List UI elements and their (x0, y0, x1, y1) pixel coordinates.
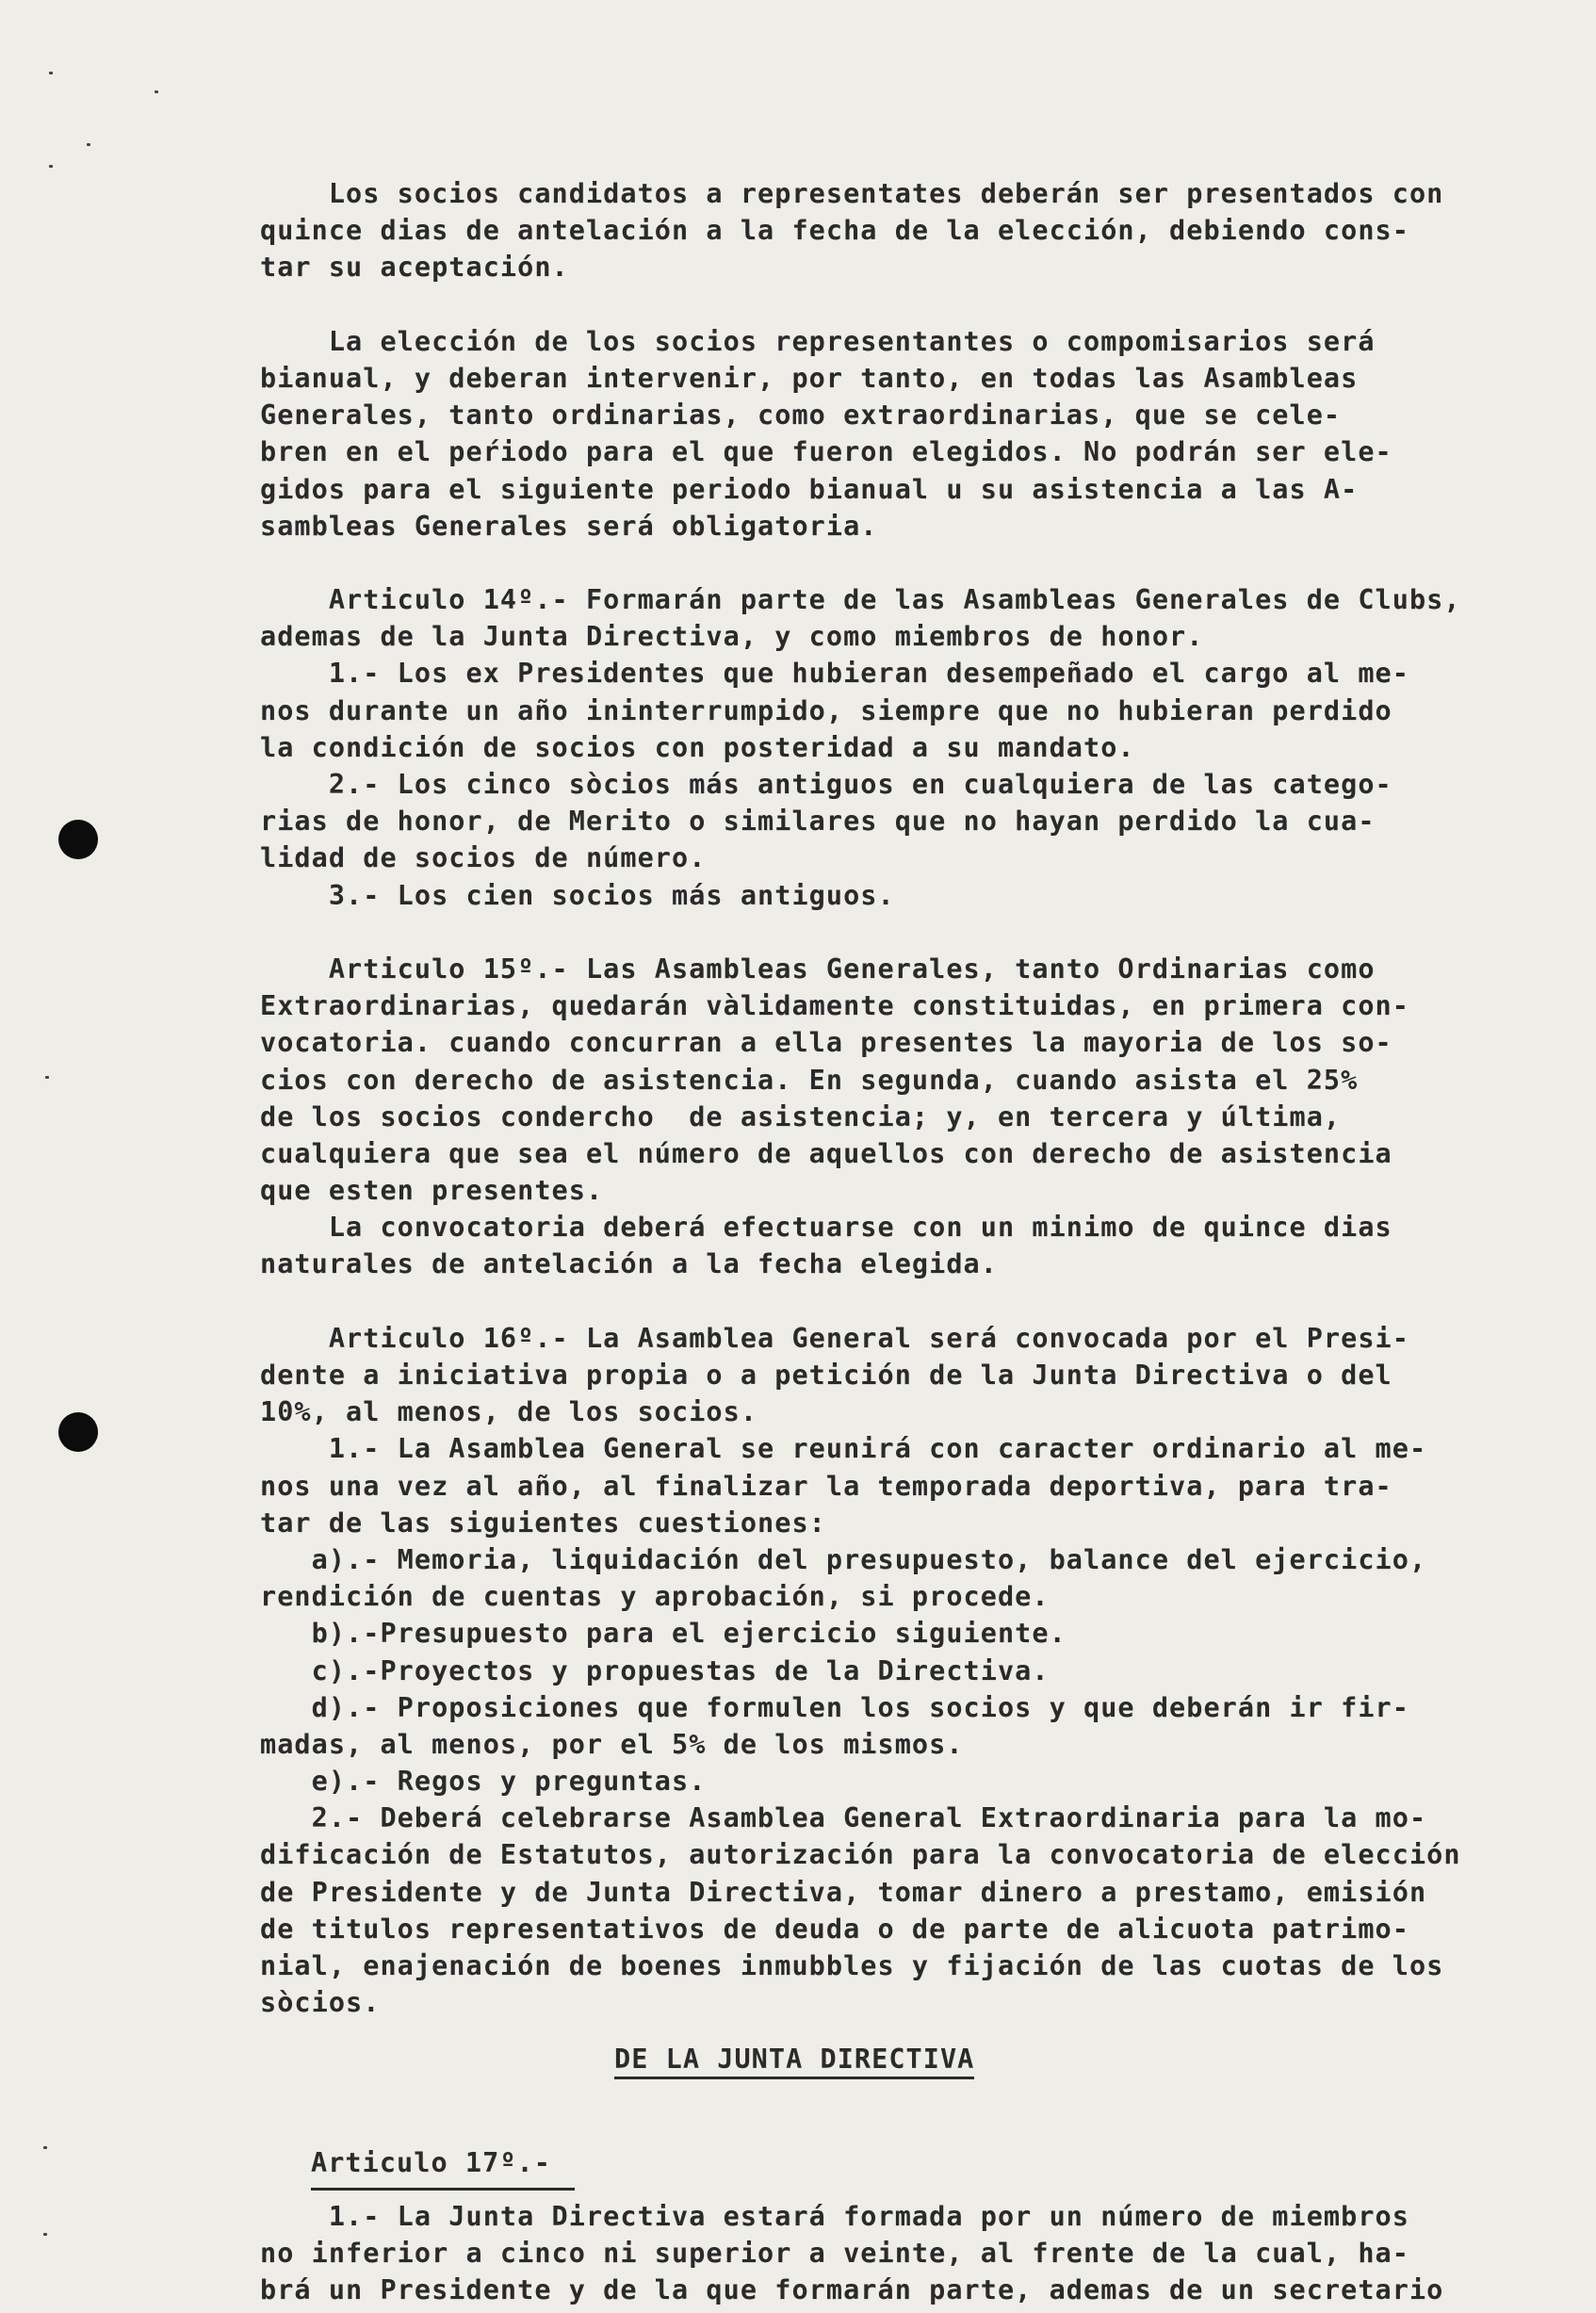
punch-hole-lower (58, 1412, 98, 1452)
tail-text (260, 2198, 1443, 2309)
text-line: rias de honor, de Merito o similares que no hayan perdido la cua- (260, 806, 1376, 838)
text-line: rendición de cuentas y aprobación, si procede. (260, 1581, 1050, 1613)
text-line: sòcios. (260, 1987, 381, 2019)
text-line: que esten presentes. (260, 1175, 604, 1207)
text-line: de Presidente y de Junta Directiva, tomar dinero a prestamo, emisión (260, 1876, 1427, 1908)
text-line: La elección de los socios representantes o compomisarios será (260, 325, 1376, 357)
section-heading: DE LA JUNTA DIRECTIVA (614, 2043, 974, 2079)
text-line: vocatoria. cuando concurran a ella presentes la mayoria de los so- (260, 1027, 1392, 1059)
text-line: Extraordinarias, quedarán vàlidamente constituidas, en primera con- (260, 990, 1409, 1022)
text-line: cios con derecho de asistencia. En segunda, cuando asista el 25% (260, 1064, 1359, 1096)
text-line: b).-Presupuesto para el ejercicio siguiente. (260, 1618, 1067, 1650)
body-text (260, 175, 1579, 2021)
text-line: madas, al menos, por el 5% de los mismos. (260, 1728, 964, 1760)
scan-speck (45, 1076, 49, 1079)
text-line: tar de las siguientes cuestiones: (260, 1507, 826, 1539)
text-line: nos durante un año ininterrumpido, siempre que no hubieran perdido (260, 694, 1392, 726)
scan-speck (43, 2146, 47, 2149)
scan-speck (43, 2233, 47, 2236)
text-line: nos una vez al año, al finalizar la temporada deportiva, para tra- (260, 1470, 1392, 1502)
text-line: c).-Proyectos y propuestas de la Directiva. (260, 1654, 1050, 1686)
text-line: no inferior a cinco ni superior a veinte, al frente de la cual, ha- (260, 2238, 1409, 2270)
text-line: e).- Regos y preguntas. (260, 1766, 707, 1798)
text-line: Articulo 15º.- Las Asambleas Generales, tanto Ordinarias como (260, 953, 1376, 985)
text-line: de titulos representativos de deuda o de parte de alicuota patrimo- (260, 1913, 1409, 1945)
text-line: lidad de socios de número. (260, 842, 707, 874)
text-line: 1.- La Junta Directiva estará formada por un número de miembros (260, 2201, 1409, 2232)
punch-hole-upper (58, 820, 98, 859)
text-line: gidos para el siguiente periodo bianual u su asistencia a las A- (260, 473, 1359, 505)
article-17-rule (311, 2188, 575, 2191)
scan-speck (87, 143, 90, 146)
text-line: 1.- La Asamblea General se reunirá con caracter ordinario al me- (260, 1433, 1427, 1465)
text-line: sambleas Generales será obligatoria. (260, 510, 878, 542)
text-line: quince dias de antelación a la fecha de la elección, debiendo cons- (260, 215, 1409, 247)
text-line: bren en el peŕiodo para el que fueron elegidos. No podrán ser ele- (260, 436, 1392, 468)
text-line: dente a iniciativa propia o a petición de la Junta Directiva o del (260, 1360, 1392, 1391)
paragraph-gap (260, 914, 1579, 951)
paragraph-gap (260, 286, 1579, 323)
text-line: cualquiera que sea el número de aquellos con derecho de asistencia (260, 1137, 1392, 1169)
text-line: la condición de socios con posteridad a su mandato. (260, 731, 1135, 763)
text-line: dificación de Estatutos, autorización para la convocatoria de elección (260, 1839, 1461, 1871)
text-line: tar su aceptación. (260, 252, 569, 284)
scan-speck (49, 165, 53, 168)
paragraph-gap (260, 545, 1579, 581)
text-line: 2.- Los cinco sòcios más antiguos en cualquiera de las catego- (260, 769, 1392, 800)
scan-speck (49, 72, 53, 74)
text-line: 2.- Deberá celebrarse Asamblea General Extraordinaria para la mo- (260, 1802, 1427, 1834)
text-line: ademas de la Junta Directiva, y como miembros de honor. (260, 621, 1204, 653)
paragraph-gap (260, 1283, 1579, 1320)
article-17-label: Articulo 17º.- (311, 2147, 551, 2178)
text-line: Generales, tanto ordinarias, como extraordinarias, que se cele- (260, 399, 1342, 432)
text-line: brá un Presidente y de la que formarán parte, ademas de un secretario (260, 2274, 1444, 2306)
text-line: d).- Proposiciones que formulen los socios y que deberán ir fir- (260, 1691, 1409, 1723)
text-line: 10%, al menos, de los socios. (260, 1396, 758, 1428)
text-line: Los socios candidatos a representates deberán ser presentados con (260, 178, 1444, 209)
text-line: de los socios condercho de asistencia; y, en tercera y última, (260, 1100, 1342, 1132)
text-line: nial, enajenación de boenes inmubbles y fijación de las cuotas de los (260, 1950, 1444, 1981)
text-line: bianual, y deberan intervenir, por tanto, en todas las Asambleas (260, 362, 1359, 394)
scan-speck (155, 90, 158, 93)
text-line: a).- Memoria, liquidación del presupuesto, balance del ejercicio, (260, 1543, 1427, 1575)
text-line: 3.- Los cien socios más antiguos. (260, 879, 895, 911)
text-line: La convocatoria deberá efectuarse con un minimo de quince dias (260, 1212, 1392, 1244)
text-line: Articulo 16º.- La Asamblea General será convocada por el Presi- (260, 1322, 1409, 1354)
text-line: Articulo 14º.- Formarán parte de las Asambleas Generales de Clubs, (260, 584, 1461, 616)
text-line: 1.- Los ex Presidentes que hubieran desempeñado el cargo al me- (260, 658, 1409, 690)
text-line: naturales de antelación a la fecha elegida. (260, 1248, 998, 1280)
